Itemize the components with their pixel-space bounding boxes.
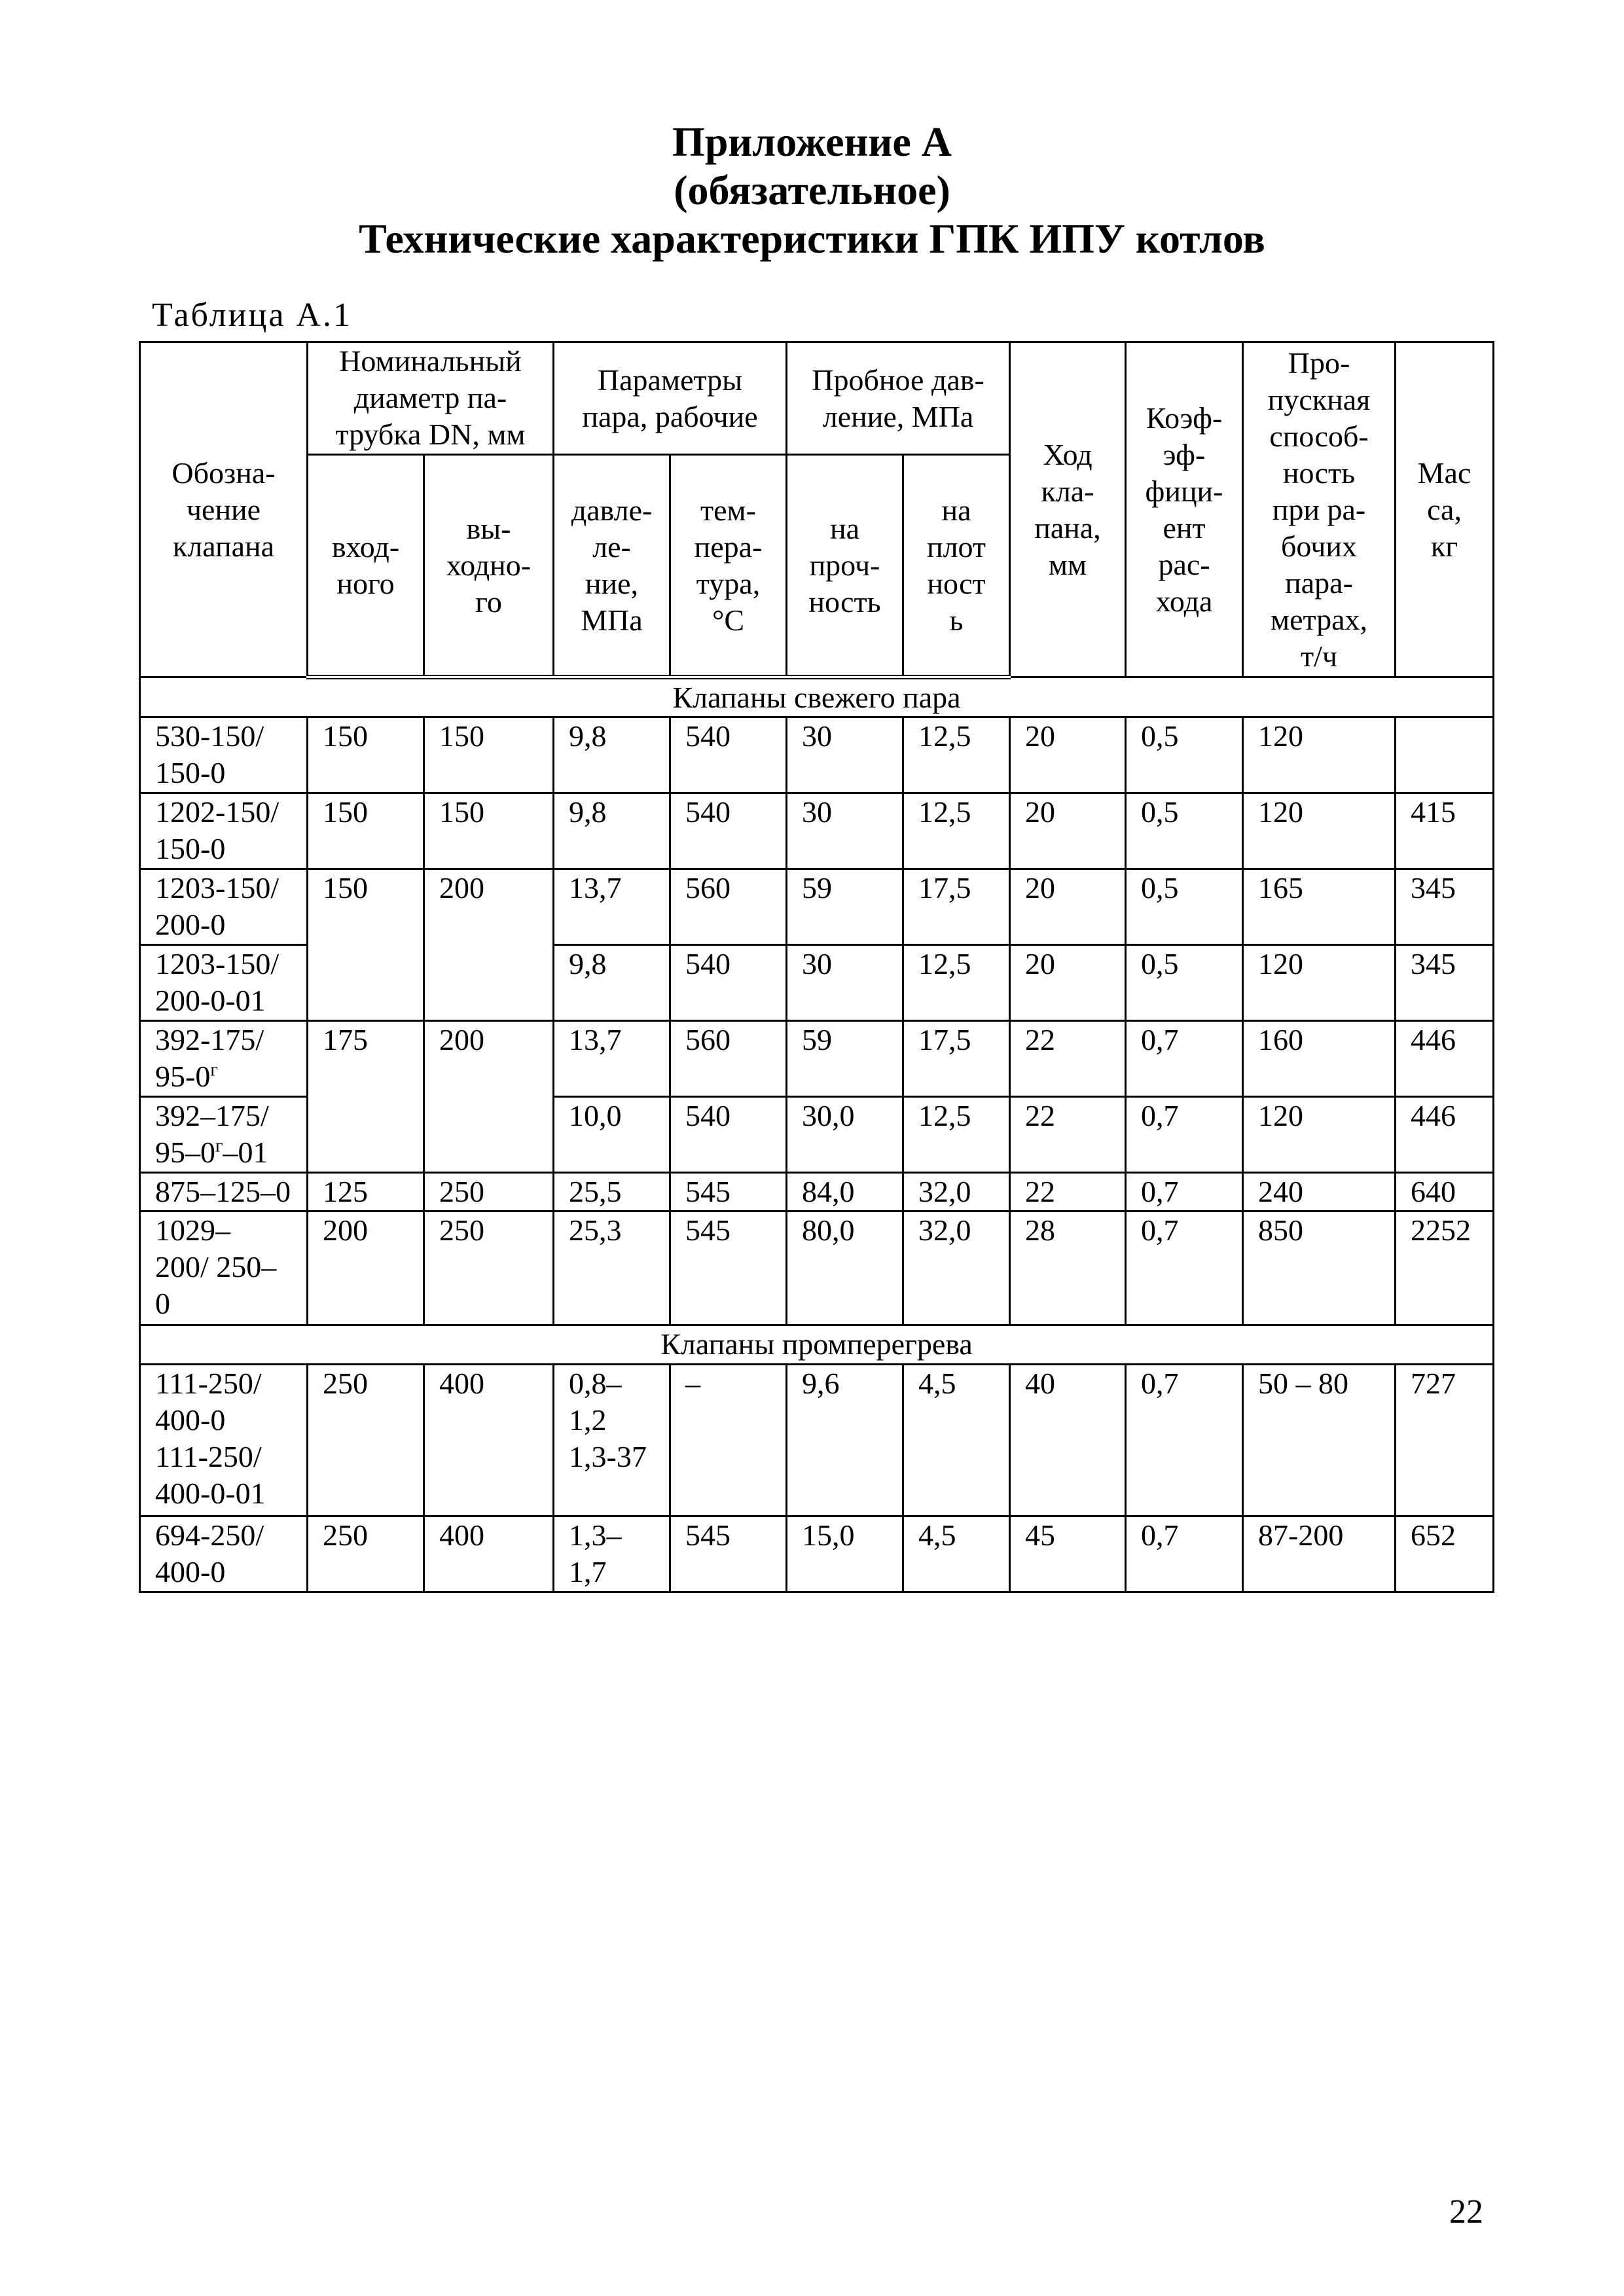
cell-stroke: 45 — [1010, 1516, 1126, 1592]
cell-capacity: 120 — [1243, 1097, 1396, 1173]
header-mass: Мас са, кг — [1396, 342, 1494, 677]
cell-capacity: 50 – 80 — [1243, 1365, 1396, 1516]
cell-capacity: 850 — [1243, 1211, 1396, 1325]
cell-mass — [1396, 717, 1494, 793]
cell-temperature: 545 — [670, 1516, 787, 1592]
cell-flow-coef: 0,5 — [1126, 793, 1243, 869]
header-strength: на проч- ность — [787, 455, 903, 677]
cell-pressure: 0,8– 1,2 1,3-37 — [554, 1365, 670, 1516]
cell-density: 17,5 — [903, 869, 1010, 945]
cell-strength: 15,0 — [787, 1516, 903, 1592]
cell-density: 12,5 — [903, 945, 1010, 1021]
cell-inlet: 250 — [308, 1365, 424, 1516]
cell-inlet: 175 — [308, 1021, 424, 1173]
cell-mass: 640 — [1396, 1173, 1494, 1211]
cell-strength: 59 — [787, 1021, 903, 1097]
section-fresh-steam: Клапаны свежего пара — [140, 677, 1494, 717]
cell-inlet: 125 — [308, 1173, 424, 1211]
cell-stroke: 20 — [1010, 793, 1126, 869]
cell-flow-coef: 0,5 — [1126, 869, 1243, 945]
cell-flow-coef: 0,7 — [1126, 1173, 1243, 1211]
cell-mass: 652 — [1396, 1516, 1494, 1592]
cell-outlet: 400 — [424, 1365, 554, 1516]
table-row — [140, 1173, 1494, 1211]
cell-flow-coef: 0,7 — [1126, 1021, 1243, 1097]
cell-temperature: 540 — [670, 1097, 787, 1173]
cell-temperature: – — [670, 1365, 787, 1516]
cell-mass: 446 — [1396, 1097, 1494, 1173]
cell-pressure: 13,7 — [554, 869, 670, 945]
cell-outlet: 250 — [424, 1211, 554, 1325]
cell-designation: 1203-150/ 200-0-01 — [140, 945, 308, 1021]
cell-capacity: 160 — [1243, 1021, 1396, 1097]
page-heading — [0, 118, 1624, 263]
cell-outlet: 150 — [424, 793, 554, 869]
cell-stroke: 28 — [1010, 1211, 1126, 1325]
table-caption: Таблица А.1 — [152, 296, 352, 334]
cell-designation: 530-150/ 150-0 — [140, 717, 308, 793]
cell-designation: 392-175/ $95-0^г$ — [140, 1021, 308, 1097]
cell-stroke: 40 — [1010, 1365, 1126, 1516]
cell-temperature: 540 — [670, 717, 787, 793]
cell-density: 17,5 — [903, 1021, 1010, 1097]
cell-stroke: 22 — [1010, 1097, 1126, 1173]
table-row — [140, 1021, 1494, 1097]
cell-designation: 392–175/ $95-0^г-01$ — [140, 1097, 308, 1173]
header-stroke: Ход кла- пана, мм — [1010, 342, 1126, 677]
cell-strength: 9,6 — [787, 1365, 903, 1516]
appendix-title: Приложение А — [672, 118, 952, 165]
cell-flow-coef: 0,7 — [1126, 1516, 1243, 1592]
cell-designation: 111-250/ 400-0 111-250/ 400-0-01 — [140, 1365, 308, 1516]
cell-designation: 875–125–0 — [140, 1173, 308, 1211]
cell-density: 32,0 — [903, 1173, 1010, 1211]
cell-flow-coef: 0,5 — [1126, 945, 1243, 1021]
rows-reheat — [140, 1365, 1494, 1592]
section-reheat: Клапаны промперегрева — [140, 1325, 1494, 1365]
cell-capacity: 240 — [1243, 1173, 1396, 1211]
cell-designation: 1203-150/ 200-0 — [140, 869, 308, 945]
cell-outlet: 400 — [424, 1516, 554, 1592]
cell-capacity: 120 — [1243, 717, 1396, 793]
cell-pressure: 25,5 — [554, 1173, 670, 1211]
cell-capacity: 120 — [1243, 793, 1396, 869]
cell-capacity: 120 — [1243, 945, 1396, 1021]
cell-temperature: 540 — [670, 793, 787, 869]
header-outlet: вы- ходно- го — [424, 455, 554, 677]
cell-mass: 446 — [1396, 1021, 1494, 1097]
cell-flow-coef: 0,7 — [1126, 1211, 1243, 1325]
page-number: 22 — [1449, 2193, 1483, 2231]
cell-outlet: 250 — [424, 1173, 554, 1211]
cell-mass: 727 — [1396, 1365, 1494, 1516]
cell-mass: 415 — [1396, 793, 1494, 869]
cell-density: 12,5 — [903, 793, 1010, 869]
cell-inlet: 150 — [308, 793, 424, 869]
cell-strength: 30 — [787, 717, 903, 793]
header-test-pressure: Пробное дав- ление, МПа — [787, 342, 1010, 455]
cell-inlet: 250 — [308, 1516, 424, 1592]
cell-flow-coef: 0,5 — [1126, 717, 1243, 793]
cell-capacity: 87-200 — [1243, 1516, 1396, 1592]
table-row — [140, 1211, 1494, 1325]
cell-strength: 30,0 — [787, 1097, 903, 1173]
cell-density: 32,0 — [903, 1211, 1010, 1325]
cell-pressure: 9,8 — [554, 945, 670, 1021]
header-inlet: вход- ного — [308, 455, 424, 677]
cell-density: 4,5 — [903, 1516, 1010, 1592]
cell-capacity: 165 — [1243, 869, 1396, 945]
table-row — [140, 1516, 1494, 1592]
cell-pressure: 9,8 — [554, 717, 670, 793]
table-row — [140, 717, 1494, 793]
cell-mass: 345 — [1396, 945, 1494, 1021]
header-density: на плот ност ь — [903, 455, 1010, 677]
header-temperature: тем- пера- тура, °С — [670, 455, 787, 677]
specs-table — [139, 341, 1494, 1593]
cell-stroke: 20 — [1010, 717, 1126, 793]
cell-density: 12,5 — [903, 717, 1010, 793]
cell-outlet: 150 — [424, 717, 554, 793]
cell-density: 12,5 — [903, 1097, 1010, 1173]
cell-stroke: 20 — [1010, 869, 1126, 945]
cell-inlet: 150 — [308, 717, 424, 793]
cell-strength: 30 — [787, 945, 903, 1021]
cell-flow-coef: 0,7 — [1126, 1365, 1243, 1516]
header-steam-params: Параметры пара, рабочие — [554, 342, 787, 455]
cell-outlet: 200 — [424, 1021, 554, 1173]
cell-stroke: 20 — [1010, 945, 1126, 1021]
cell-strength: 84,0 — [787, 1173, 903, 1211]
header-nominal-diameter: Номинальный диаметр па- трубка DN, мм — [308, 342, 554, 455]
cell-inlet: 200 — [308, 1211, 424, 1325]
cell-inlet: 150 — [308, 869, 424, 1021]
cell-designation: 1202-150/ 150-0 — [140, 793, 308, 869]
cell-pressure: 10,0 — [554, 1097, 670, 1173]
cell-temperature: 560 — [670, 869, 787, 945]
table-row — [140, 793, 1494, 869]
header-flow-coef: Коэф- эф- фици- ент рас- хода — [1126, 342, 1243, 677]
appendix-status: (обязательное) — [674, 167, 950, 213]
cell-mass: 345 — [1396, 869, 1494, 945]
table-row — [140, 1365, 1494, 1516]
cell-designation: 694-250/ 400-0 — [140, 1516, 308, 1592]
cell-pressure: 13,7 — [554, 1021, 670, 1097]
cell-stroke: 22 — [1010, 1021, 1126, 1097]
header-pressure: давле- ле- ние, МПа — [554, 455, 670, 677]
cell-strength: 80,0 — [787, 1211, 903, 1325]
rows-fresh-steam — [140, 717, 1494, 1325]
cell-designation: 1029– 200/ 250– 0 — [140, 1211, 308, 1325]
cell-pressure: 9,8 — [554, 793, 670, 869]
appendix-subject: Технические характеристики ГПК ИПУ котлов — [359, 215, 1265, 262]
cell-pressure: 25,3 — [554, 1211, 670, 1325]
cell-mass: 2252 — [1396, 1211, 1494, 1325]
cell-density: 4,5 — [903, 1365, 1010, 1516]
cell-flow-coef: 0,7 — [1126, 1097, 1243, 1173]
cell-temperature: 540 — [670, 945, 787, 1021]
cell-temperature: 560 — [670, 1021, 787, 1097]
superscript-mark: г — [215, 1136, 223, 1157]
cell-pressure: 1,3– 1,7 — [554, 1516, 670, 1592]
cell-temperature: 545 — [670, 1173, 787, 1211]
table-row — [140, 869, 1494, 945]
header-capacity: Про- пускная способ- ность при ра- бочих пара- метрах, т/ч — [1243, 342, 1396, 677]
cell-strength: 59 — [787, 869, 903, 945]
header-designation: Обозна- чение клапана — [140, 342, 308, 677]
cell-temperature: 545 — [670, 1211, 787, 1325]
superscript-mark: г — [210, 1060, 218, 1081]
cell-strength: 30 — [787, 793, 903, 869]
cell-stroke: 22 — [1010, 1173, 1126, 1211]
cell-outlet: 200 — [424, 869, 554, 1021]
